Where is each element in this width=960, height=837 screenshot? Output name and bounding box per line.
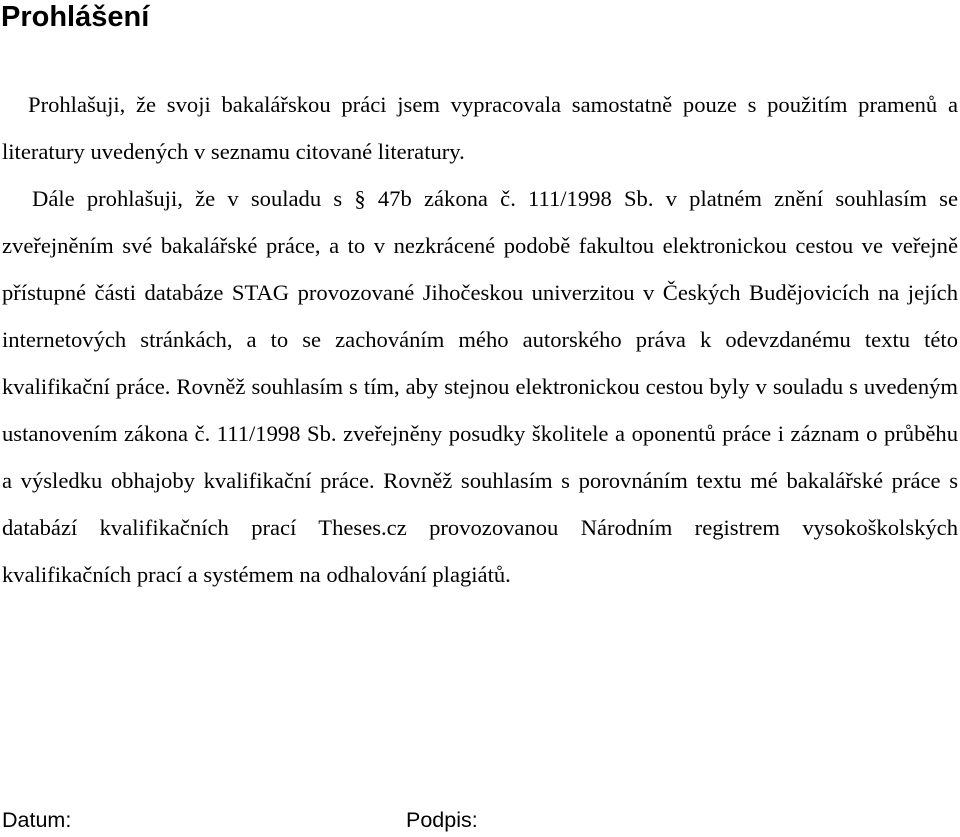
declaration-body <box>2 81 958 598</box>
date-label: Datum: <box>2 808 72 832</box>
page-title: Prohlášení <box>1 1 150 33</box>
signature-label: Podpis: <box>406 808 478 832</box>
declaration-paragraph-1: Prohlašuji, že svoji bakalářskou práci jsem vypracovala samostatně pouze s použitím pramenů a literatury uvedených v seznamu citované literatury. <box>2 92 958 164</box>
declaration-paragraph-2: Dále prohlašuji, že v souladu s § 47b zákona č. 111/1998 Sb. v platném znění souhlasím se zveřejněním své bakalářské práce, a to v nezkrácené podobě fakultou elektronickou cestou ve veřejně přístupné části databáze STAG provozované Jihočeskou univerzitou v Českých Budějovicích na jejích internetových stránkách, a to se zachováním mého autorského práva k odevzdanému textu této kvalifikační práce. Rovněž souhlasím s tím, aby stejnou elektronickou cestou byly v souladu s uvedeným ustanovením zákona č. 111/1998 Sb. zveřejněny posudky školitele a oponentů práce i záznam o průběhu a výsledku obhajoby kvalifikační práce. Rovněž souhlasím s porovnáním textu mé bakalářské práce s databází kvalifikačních prací Theses.cz provozovanou Národním registrem vysokoškolských kvalifikačních prací a systémem na odhalování plagiátů. <box>2 186 958 587</box>
